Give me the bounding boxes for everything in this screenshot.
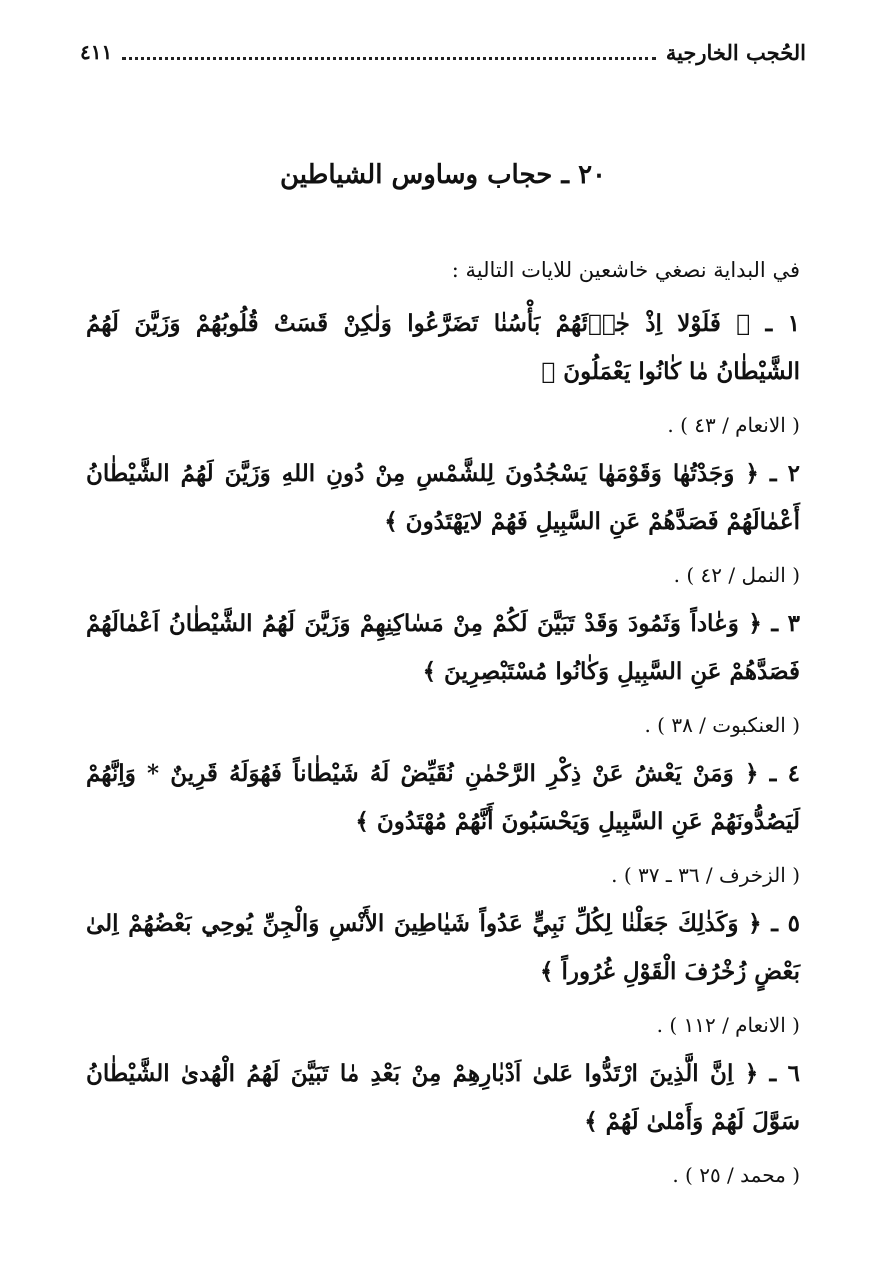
quran-verse: ١ ـ ﴿ فَلَوْلا اِذْ جٰاۤئَهُمْ بَأْسُنٰا تَضَرَّعُوا وَلٰكِنْ قَسَتْ قُلُوبُهُمْ وَزَيَّنَ لَهُمُ الشَّيْطٰانُ مٰا كٰانُوا يَعْمَلُونَ ﴾: [86, 310, 800, 385]
page-number: ٤١١: [80, 40, 113, 64]
verse-block: [86, 600, 800, 744]
quran-verse: ٥ ـ ﴿ وَكَذٰلِكَ جَعَلْنٰا لِكُلِّ نَبِيٍّ عَدُواً شَيٰاطِينَ الأَنْسِ وَالْجِنِّ يُوحِي بَعْضُهُمْ اِلىٰ بَعْضٍ زُخْرُفَ الْقَوْلِ غُرُوراً ﴾: [86, 910, 801, 985]
quran-verse: ٦ ـ ﴿ اِنَّ الَّذِينَ ارْتَدُّوا عَلىٰ اَدْبٰارِهِمْ مِنْ بَعْدِ مٰا تَبَيَّنَ لَهُمُ الْهُدىٰ الشَّيْطٰانُ سَوَّلَ لَهُمْ وَأَمْلىٰ لَهُمْ ﴾: [86, 1060, 800, 1135]
running-header: [80, 32, 806, 72]
verse-reference: ( الانعام / ٤٣ ) .: [667, 413, 800, 437]
verse-reference: ( الانعام / ١١٢ ) .: [656, 1013, 800, 1037]
verse-block: [86, 300, 800, 444]
verse-reference: ( محمد / ٢٥ ) .: [672, 1163, 800, 1187]
verse-block: [86, 450, 800, 594]
verse-list: [86, 300, 800, 1200]
quran-verse: ٢ ـ ﴿ وَجَدْتُهٰا وَقَوْمَهٰا يَسْجُدُونَ لِلشَّمْسِ مِنْ دُونِ اللهِ وَزَيَّنَ لَهُمُ الشَّيْطٰانُ أَعْمٰالَهُمْ فَصَدَّهُمْ عَنِ السَّبِيلِ فَهُمْ لايَهْتَدُونَ ﴾: [86, 460, 800, 535]
intro-paragraph: في البداية نصغي خاشعين للايات التالية :: [451, 258, 800, 282]
verse-reference: ( الزخرف / ٣٦ ـ ٣٧ ) .: [611, 863, 800, 887]
verse-block: [86, 1050, 800, 1194]
quran-verse: ٤ ـ ﴿ وَمَنْ يَعْشُ عَنْ ذِكْرِ الرَّحْمٰنِ نُقَيِّضْ لَهُ شَيْطٰاناً فَهُوَلَهُ قَرِينٌ * وَاِنَّهُمْ لَيَصُدُّونَهُمْ عَنِ السَّبِيلِ وَيَحْسَبُونَ أَنَّهُمْ مُهْتَدُونَ ﴾: [86, 760, 800, 835]
verse-block: [86, 900, 800, 1044]
quran-verse: ٣ ـ ﴿ وَعٰاداً وَثَمُودَ وَقَدْ تَبَيَّنَ لَكُمْ مِنْ مَسٰاكِنِهِمْ وَزَيَّنَ لَهُمُ الشَّيْطٰانُ اَعْمٰالَهُمْ فَصَدَّهُمْ عَنِ السَّبِيلِ وَكٰانُوا مُسْتَبْصِرِينَ ﴾: [86, 610, 800, 685]
verse-reference: ( العنكبوت / ٣٨ ) .: [644, 713, 800, 737]
verse-reference: ( النمل / ٤٢ ) .: [673, 563, 800, 587]
header-dot-leader: [122, 45, 656, 60]
running-header-title: الحُجب الخارجية: [665, 39, 806, 65]
verse-block: [86, 750, 800, 894]
chapter-title: ٢٠ ـ حجاب وساوس الشياطين: [279, 160, 606, 190]
